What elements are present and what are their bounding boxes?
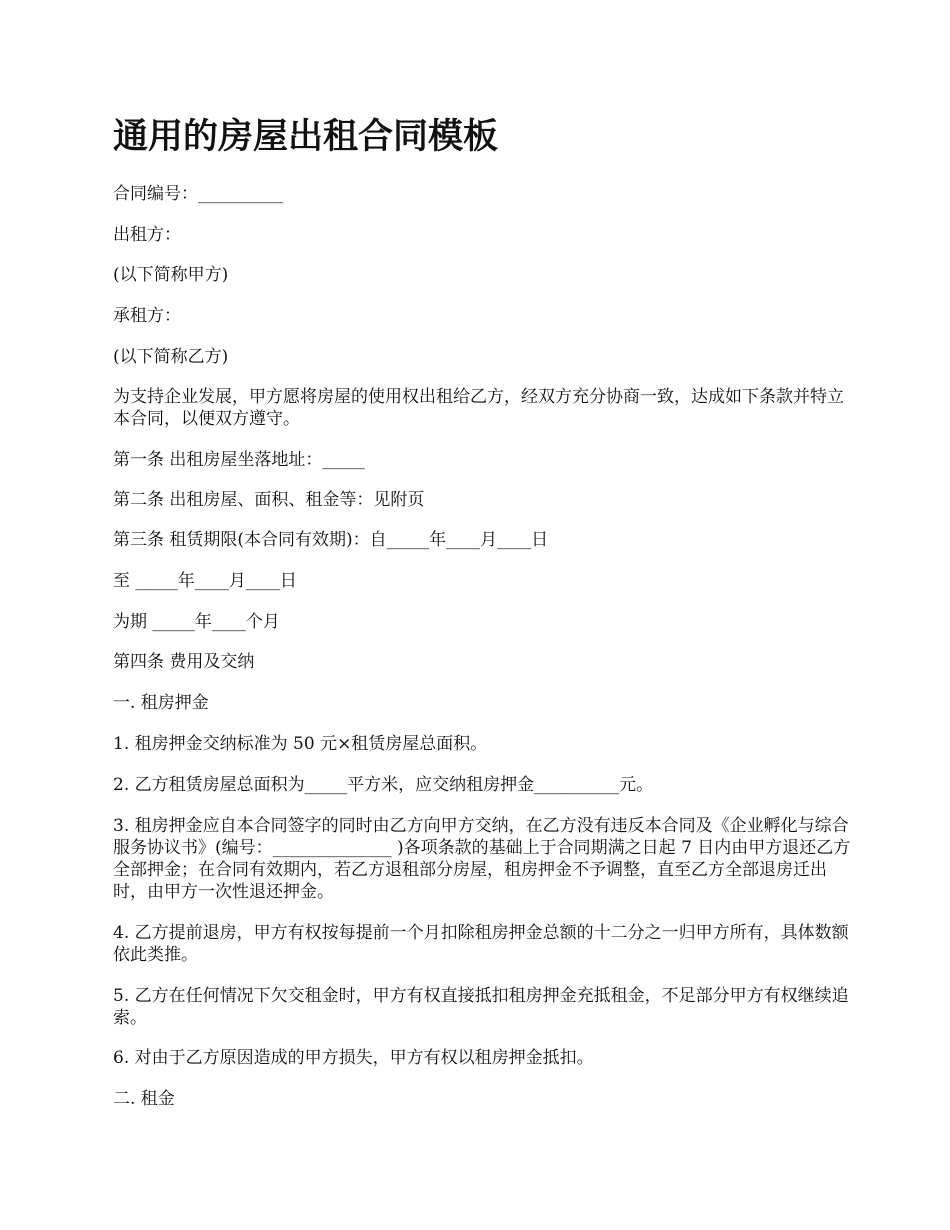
- deposit-item-4: 4. 乙方提前退房，甲方有权按每提前一个月扣除租房押金总额的十二分之一归甲方所有，具体数额依此类推。: [113, 923, 849, 965]
- lessor-line: 出租方：: [113, 225, 181, 245]
- deposit-item-3: 3. 租房押金应自本合同签字的同时由乙方向甲方交纳，在乙方没有违反本合同及《企业孵化与综合服务协议书》(编号：______________ )各项条款的基础上于合同期满之日起 7 日内由甲方退还乙方全部押金；在合同有效期内，若乙方退租部分房屋，租房押金不予调整，直至乙方全部退房迁出时，由甲方一次性退还押金。: [113, 816, 851, 902]
- document-title: 通用的房屋出租合同模板: [113, 117, 499, 157]
- deposit-item-6: 6. 对由于乙方原因造成的甲方损失，甲方有权以租房押金抵扣。: [113, 1048, 594, 1068]
- lessee-line: 承租方：: [113, 306, 181, 326]
- article-3-term-end: 至 _____年____月____日: [113, 571, 297, 591]
- article-4-heading: 第四条 费用及交纳: [113, 652, 255, 672]
- article-3-term-start: 第三条 租赁期限(本合同有效期)：自_____年____月____日: [113, 530, 549, 550]
- preamble-paragraph: 为支持企业发展，甲方愿将房屋的使用权出租给乙方，经双方充分协商一致，达成如下条款并特立本合同，以便双方遵守。: [113, 387, 844, 429]
- lessee-alias-line: (以下简称乙方): [113, 347, 229, 367]
- section-deposit-heading: 一. 租房押金: [113, 693, 209, 713]
- article-2-premises: 第二条 出租房屋、面积、租金等：见附页: [113, 490, 425, 510]
- lessor-alias-line: (以下简称甲方): [113, 265, 229, 285]
- contract-number-line: 合同编号：__________: [113, 184, 283, 204]
- deposit-item-1: 1. 租房押金交纳标准为 50 元×租赁房屋总面积。: [113, 734, 488, 754]
- article-3-duration: 为期 _____年____个月: [113, 612, 280, 632]
- deposit-item-5: 5. 乙方在任何情况下欠交租金时，甲方有权直接抵扣租房押金充抵租金，不足部分甲方有权继续追索。: [113, 986, 849, 1028]
- section-rent-heading: 二. 租金: [113, 1089, 175, 1109]
- deposit-item-2: 2. 乙方租赁房屋总面积为_____平方米，应交纳租房押金__________元。: [113, 775, 654, 795]
- article-1-address: 第一条 出租房屋坐落地址：_____: [113, 450, 365, 470]
